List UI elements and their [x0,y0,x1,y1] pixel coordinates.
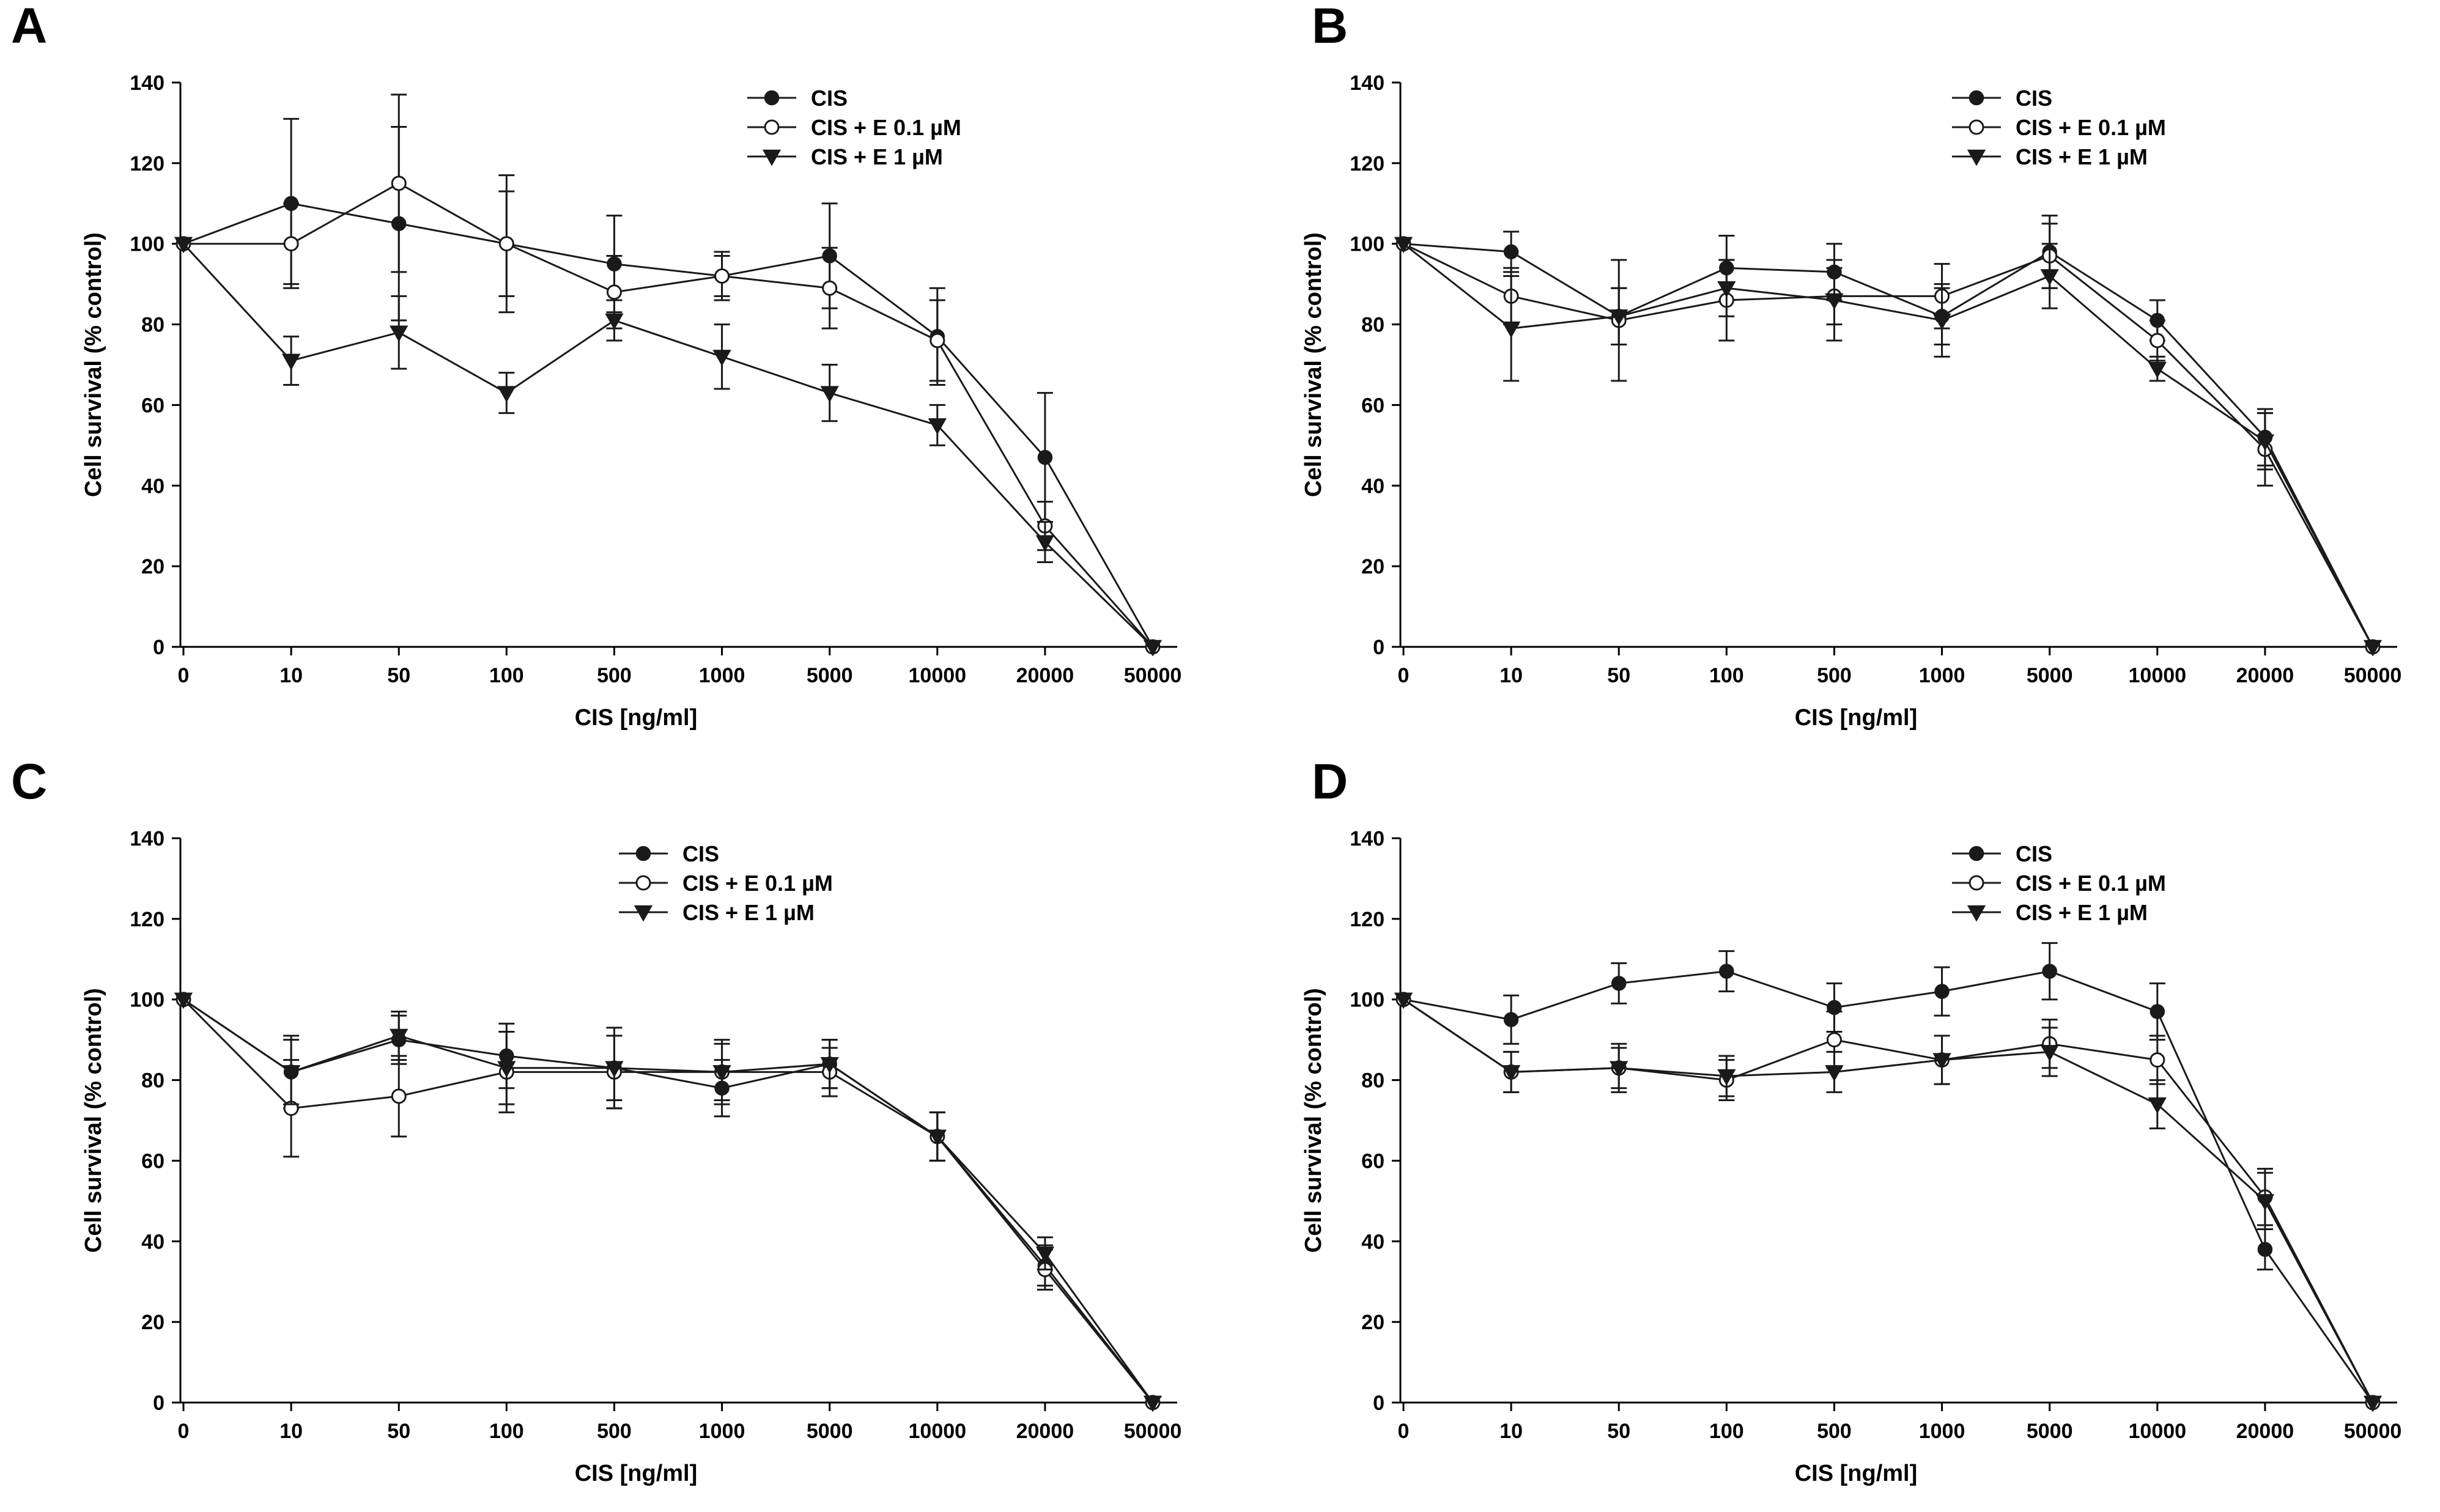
svg-text:Cell survival (% control): Cell survival (% control) [1301,988,1326,1253]
svg-text:CIS + E 1 µM: CIS + E 1 µM [2016,144,2148,169]
svg-text:80: 80 [1361,1069,1385,1093]
svg-text:500: 500 [597,664,632,687]
svg-text:20000: 20000 [1016,664,1074,687]
svg-text:40: 40 [1361,1230,1385,1254]
svg-text:500: 500 [1817,664,1852,687]
svg-text:10000: 10000 [2128,664,2187,687]
svg-text:100: 100 [1709,1420,1744,1443]
svg-text:50000: 50000 [1123,1420,1182,1443]
svg-text:10: 10 [279,664,303,687]
svg-text:20000: 20000 [2236,1420,2294,1443]
svg-text:10: 10 [1499,1420,1523,1443]
svg-text:20: 20 [1361,1311,1385,1335]
svg-text:0: 0 [177,1420,190,1443]
plot-svg-a [0,0,1220,756]
svg-text:0: 0 [1373,636,1385,659]
plot-d [1220,756,2440,1511]
svg-text:50000: 50000 [1123,664,1182,687]
svg-text:60: 60 [141,1149,165,1173]
panel-letter-b: B [1312,0,1348,54]
svg-text:CIS + E 0.1 µM: CIS + E 0.1 µM [682,871,833,896]
svg-text:0: 0 [1397,1420,1410,1443]
svg-text:140: 140 [130,827,165,850]
svg-text:100: 100 [1709,664,1744,687]
svg-text:120: 120 [130,907,165,931]
svg-text:100: 100 [1350,232,1385,256]
svg-text:1000: 1000 [698,664,745,687]
svg-text:20: 20 [141,1311,165,1335]
svg-text:120: 120 [1350,152,1385,175]
svg-text:40: 40 [141,474,165,498]
svg-text:0: 0 [153,636,165,659]
svg-text:CIS + E 1 µM: CIS + E 1 µM [811,144,943,169]
plot-svg-c [0,756,1220,1511]
svg-text:80: 80 [141,1069,165,1093]
svg-text:10: 10 [1499,664,1523,687]
svg-text:CIS + E 1 µM: CIS + E 1 µM [2016,900,2148,925]
svg-text:20000: 20000 [2236,664,2294,687]
svg-text:CIS [ng/ml]: CIS [ng/ml] [1794,1461,1918,1486]
plot-c [0,756,1220,1511]
svg-text:CIS: CIS [811,86,848,111]
svg-text:Cell survival (% control): Cell survival (% control) [81,232,106,497]
svg-text:0: 0 [1397,664,1410,687]
svg-text:100: 100 [130,232,165,256]
svg-text:CIS [ng/ml]: CIS [ng/ml] [574,1461,698,1486]
svg-text:100: 100 [1350,988,1385,1012]
svg-text:CIS: CIS [2016,841,2053,866]
svg-text:10000: 10000 [2128,1420,2187,1443]
plot-a [0,0,1220,756]
svg-text:5000: 5000 [2026,1420,2073,1443]
panel-a [0,0,1220,756]
svg-text:500: 500 [597,1420,632,1443]
panel-letter-a: A [11,0,48,54]
panel-c [0,756,1220,1511]
svg-text:1000: 1000 [698,1420,745,1443]
plot-svg-d [1220,756,2440,1511]
svg-text:140: 140 [130,72,165,95]
svg-text:5000: 5000 [806,1420,853,1443]
svg-text:20: 20 [141,555,165,579]
svg-text:50: 50 [387,1420,411,1443]
svg-text:500: 500 [1817,1420,1852,1443]
panel-letter-c: C [11,754,48,809]
svg-text:Cell survival (% control): Cell survival (% control) [1301,232,1326,497]
svg-text:1000: 1000 [1918,1420,1965,1443]
svg-text:20: 20 [1361,555,1385,579]
svg-text:CIS + E 0.1 µM: CIS + E 0.1 µM [2016,115,2166,140]
svg-text:CIS [ng/ml]: CIS [ng/ml] [1794,705,1918,731]
svg-text:CIS + E 0.1 µM: CIS + E 0.1 µM [811,115,961,140]
svg-text:0: 0 [1373,1392,1385,1415]
svg-text:60: 60 [1361,394,1385,418]
svg-text:10000: 10000 [908,664,967,687]
svg-text:CIS: CIS [682,841,720,866]
svg-text:100: 100 [130,988,165,1012]
svg-text:CIS + E 1 µM: CIS + E 1 µM [682,900,815,925]
svg-text:100: 100 [489,664,524,687]
svg-text:40: 40 [141,1230,165,1254]
svg-text:50: 50 [387,664,411,687]
svg-text:10000: 10000 [908,1420,967,1443]
svg-text:120: 120 [130,152,165,175]
svg-text:140: 140 [1350,72,1385,95]
svg-text:50000: 50000 [2343,1420,2402,1443]
svg-text:120: 120 [1350,907,1385,931]
svg-text:60: 60 [1361,1149,1385,1173]
svg-text:CIS: CIS [2016,86,2053,111]
svg-text:0: 0 [153,1392,165,1415]
panel-d [1220,756,2440,1511]
svg-text:5000: 5000 [2026,664,2073,687]
panel-letter-d: D [1312,754,1348,809]
plot-b [1220,0,2440,756]
svg-text:60: 60 [141,394,165,418]
svg-text:100: 100 [489,1420,524,1443]
svg-text:CIS + E 0.1 µM: CIS + E 0.1 µM [2016,871,2166,896]
svg-text:40: 40 [1361,474,1385,498]
svg-text:5000: 5000 [806,664,853,687]
svg-text:50: 50 [1607,664,1631,687]
svg-text:0: 0 [177,664,190,687]
svg-text:1000: 1000 [1918,664,1965,687]
svg-text:80: 80 [1361,313,1385,337]
svg-text:50000: 50000 [2343,664,2402,687]
svg-text:10: 10 [279,1420,303,1443]
svg-text:140: 140 [1350,827,1385,850]
svg-text:50: 50 [1607,1420,1631,1443]
plot-svg-b [1220,0,2440,756]
svg-text:20000: 20000 [1016,1420,1074,1443]
svg-text:CIS [ng/ml]: CIS [ng/ml] [574,705,698,731]
svg-text:80: 80 [141,313,165,337]
svg-text:Cell survival (% control): Cell survival (% control) [81,988,106,1253]
panel-b [1220,0,2440,756]
